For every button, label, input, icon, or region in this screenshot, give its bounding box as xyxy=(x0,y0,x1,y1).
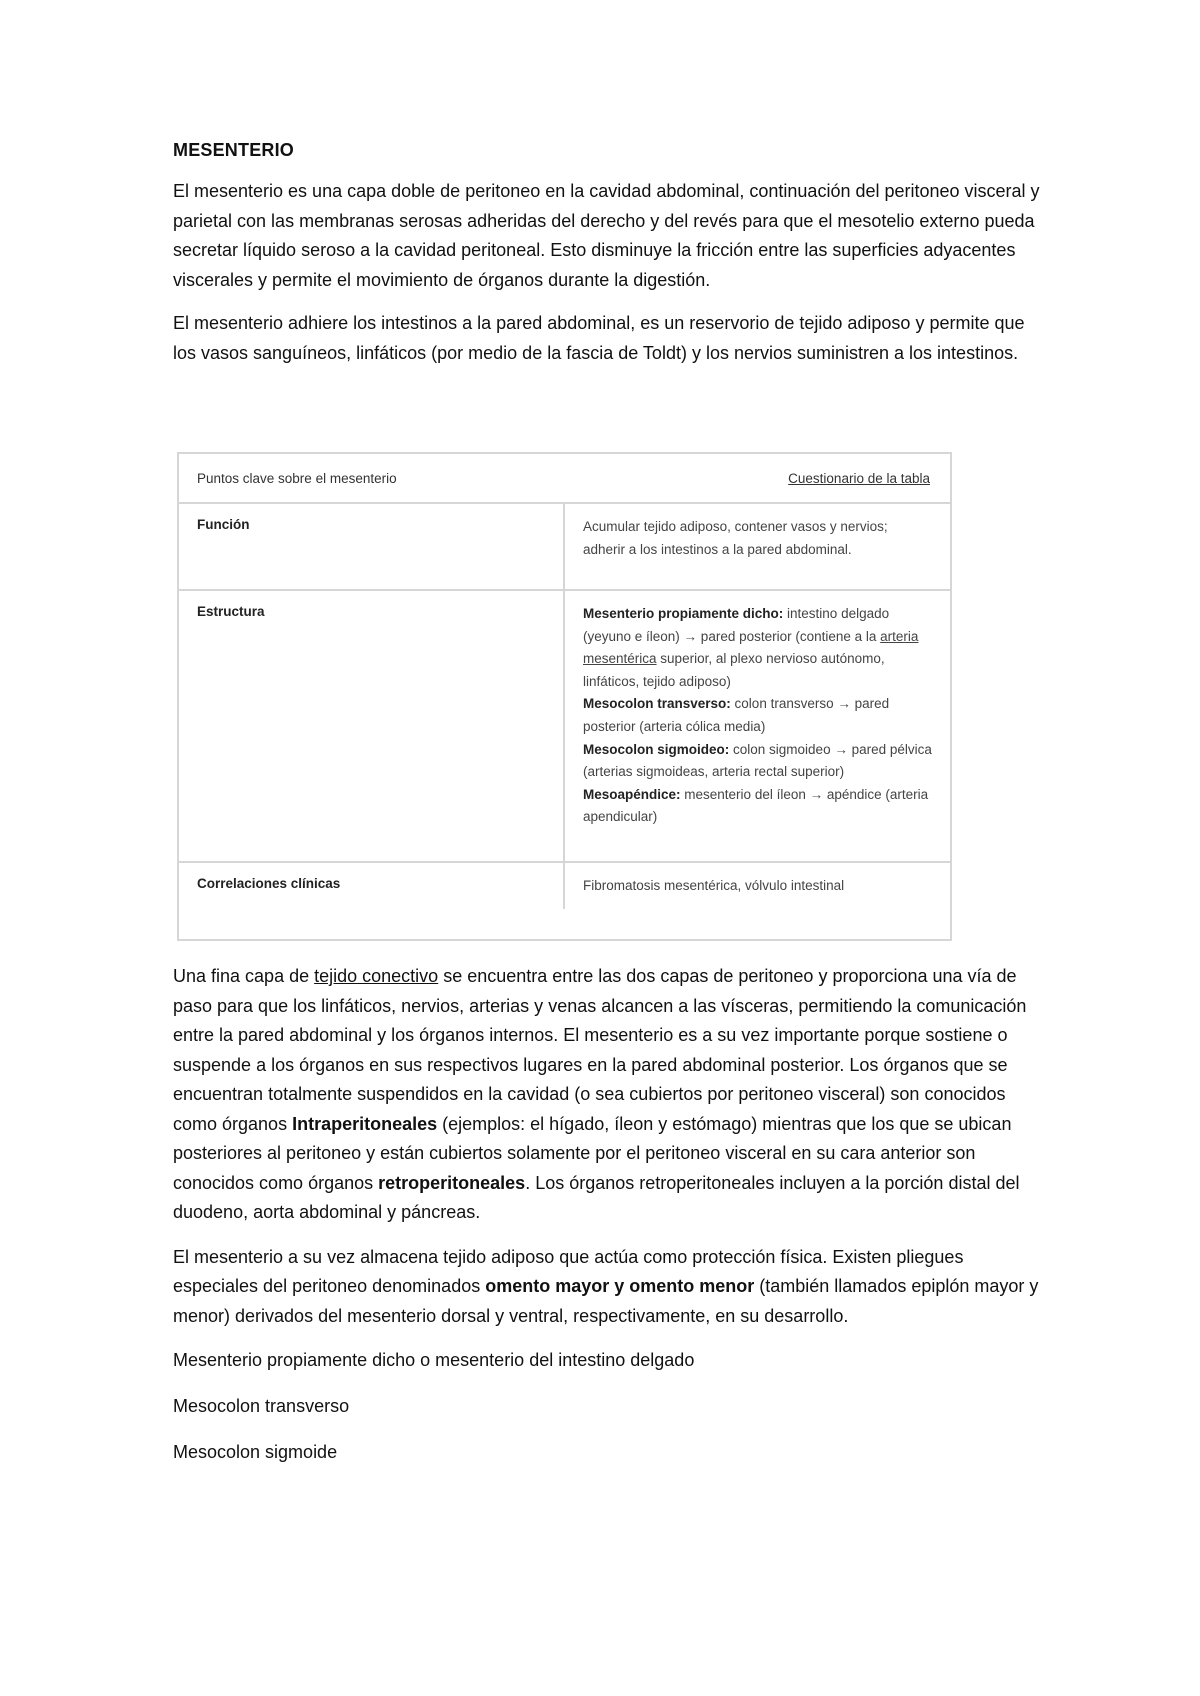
row-value-structure xyxy=(565,591,950,861)
structure-key: Mesocolon transverso: xyxy=(583,696,731,712)
key-points-table xyxy=(177,452,952,941)
tejido-conectivo-link[interactable]: tejido conectivo xyxy=(314,966,439,986)
structure-key: Mesocolon sigmoideo: xyxy=(583,741,730,757)
table-header xyxy=(179,454,950,504)
arteria-mesenterica-link[interactable]: arteria mesentérica xyxy=(583,628,919,667)
table-row xyxy=(179,504,950,591)
structure-item: Mesenterio propiamente dicho: intestino delgado (yeyuno e íleon) → pared posterior (contiene a la arteria mesentérica superior, al plexo nervioso autónomo, linfáticos, tejido adiposo) xyxy=(583,606,919,689)
row-value: Fibromatosis mesentérica, vólvulo intestinal xyxy=(583,878,845,893)
table-row xyxy=(179,863,950,909)
list-item: Mesenterio propiamente dicho o mesenterio del intestino delgado xyxy=(173,1350,695,1370)
row-value: Acumular tejido adiposo, contener vasos y nervios; adherir a los intestinos a la pared abdominal. xyxy=(583,519,888,557)
list-item: Mesocolon transverso xyxy=(173,1396,350,1416)
document-bottom xyxy=(173,962,1053,1484)
row-label: Correlaciones clínicas xyxy=(179,863,565,909)
intraperitoneales-term: Intraperitoneales xyxy=(292,1113,438,1134)
table-row xyxy=(179,591,950,863)
paragraph-intro: El mesenterio es una capa doble de peritoneo en la cavidad abdominal, continuación del peritoneo visceral y parietal con las membranas serosas adheridas del derecho y del revés para que el mesotelio externo pueda secretar líquido seroso a la cavidad peritoneal. Esto disminuye la fricción entre las superficies adyacentes viscerales y permite el movimiento de órganos durante la digestión. xyxy=(173,181,1040,290)
retroperitoneales-term: retroperitoneales xyxy=(378,1172,526,1193)
paragraph-adhesion: El mesenterio adhiere los intestinos a la pared abdominal, es un reservorio de tejido adiposo y permite que los vasos sanguíneos, linfáticos (por medio de la fascia de Toldt) y los nervios suministren a los intestinos. xyxy=(173,313,1025,363)
table-quiz-link[interactable]: Cuestionario de la tabla xyxy=(788,470,930,486)
list-item: Mesocolon sigmoide xyxy=(173,1442,338,1462)
page-title: MESENTERIO xyxy=(173,140,295,160)
omento-term: omento mayor y omento menor xyxy=(485,1276,755,1296)
structure-item: Mesocolon sigmoideo: colon sigmoideo → pared pélvica (arterias sigmoideas, arteria rectal superior) xyxy=(583,741,932,780)
row-label: Estructura xyxy=(179,591,565,861)
structure-key: Mesenterio propiamente dicho: xyxy=(583,606,784,621)
row-label: Función xyxy=(179,504,565,589)
structure-item: Mesoapéndice: mesenterio del íleon → apéndice (arteria apendicular) xyxy=(583,786,929,825)
paragraph-connective: Una fina capa de tejido conectivo se encuentra entre las dos capas de peritoneo y proporciona una vía de paso para que los linfáticos, nervios, arterias y venas alcancen a las vísceras, permitiendo la comunicación entre la pared abdominal y los órganos internos. El mesenterio es a su vez importante porque sostiene o suspende a los órganos en sus respectivos lugares en la pared abdominal posterior. Los órganos que se encuentran totalmente suspendidos en la cavidad (o sea cubiertos por peritoneo visceral) son conocidos como órganos Intraperitoneales (ejemplos: el hígado, íleon y estómago) mientras que los que se ubican posteriores al peritoneo y están cubiertos solamente por el peritoneo visceral en su cara anterior son conocidos como órganos retroperitoneales. Los órganos retroperitoneales incluyen a la porción distal del duodeno, aorta abdominal y páncreas. xyxy=(173,966,1027,1222)
structure-key: Mesoapéndice: xyxy=(583,786,681,802)
paragraph-omento: El mesenterio a su vez almacena tejido adiposo que actúa como protección física. Existen pliegues especiales del peritoneo denominados omento mayor y omento menor (también llamados epiplón mayor y menor) derivados del mesenterio dorsal y ventral, respectivamente, en su desarrollo. xyxy=(173,1246,1039,1326)
structure-item: Mesocolon transverso: colon transverso → pared posterior (arteria cólica media) xyxy=(583,696,890,734)
table-title: Puntos clave sobre el mesenterio xyxy=(197,470,397,486)
document-top xyxy=(173,140,1043,382)
